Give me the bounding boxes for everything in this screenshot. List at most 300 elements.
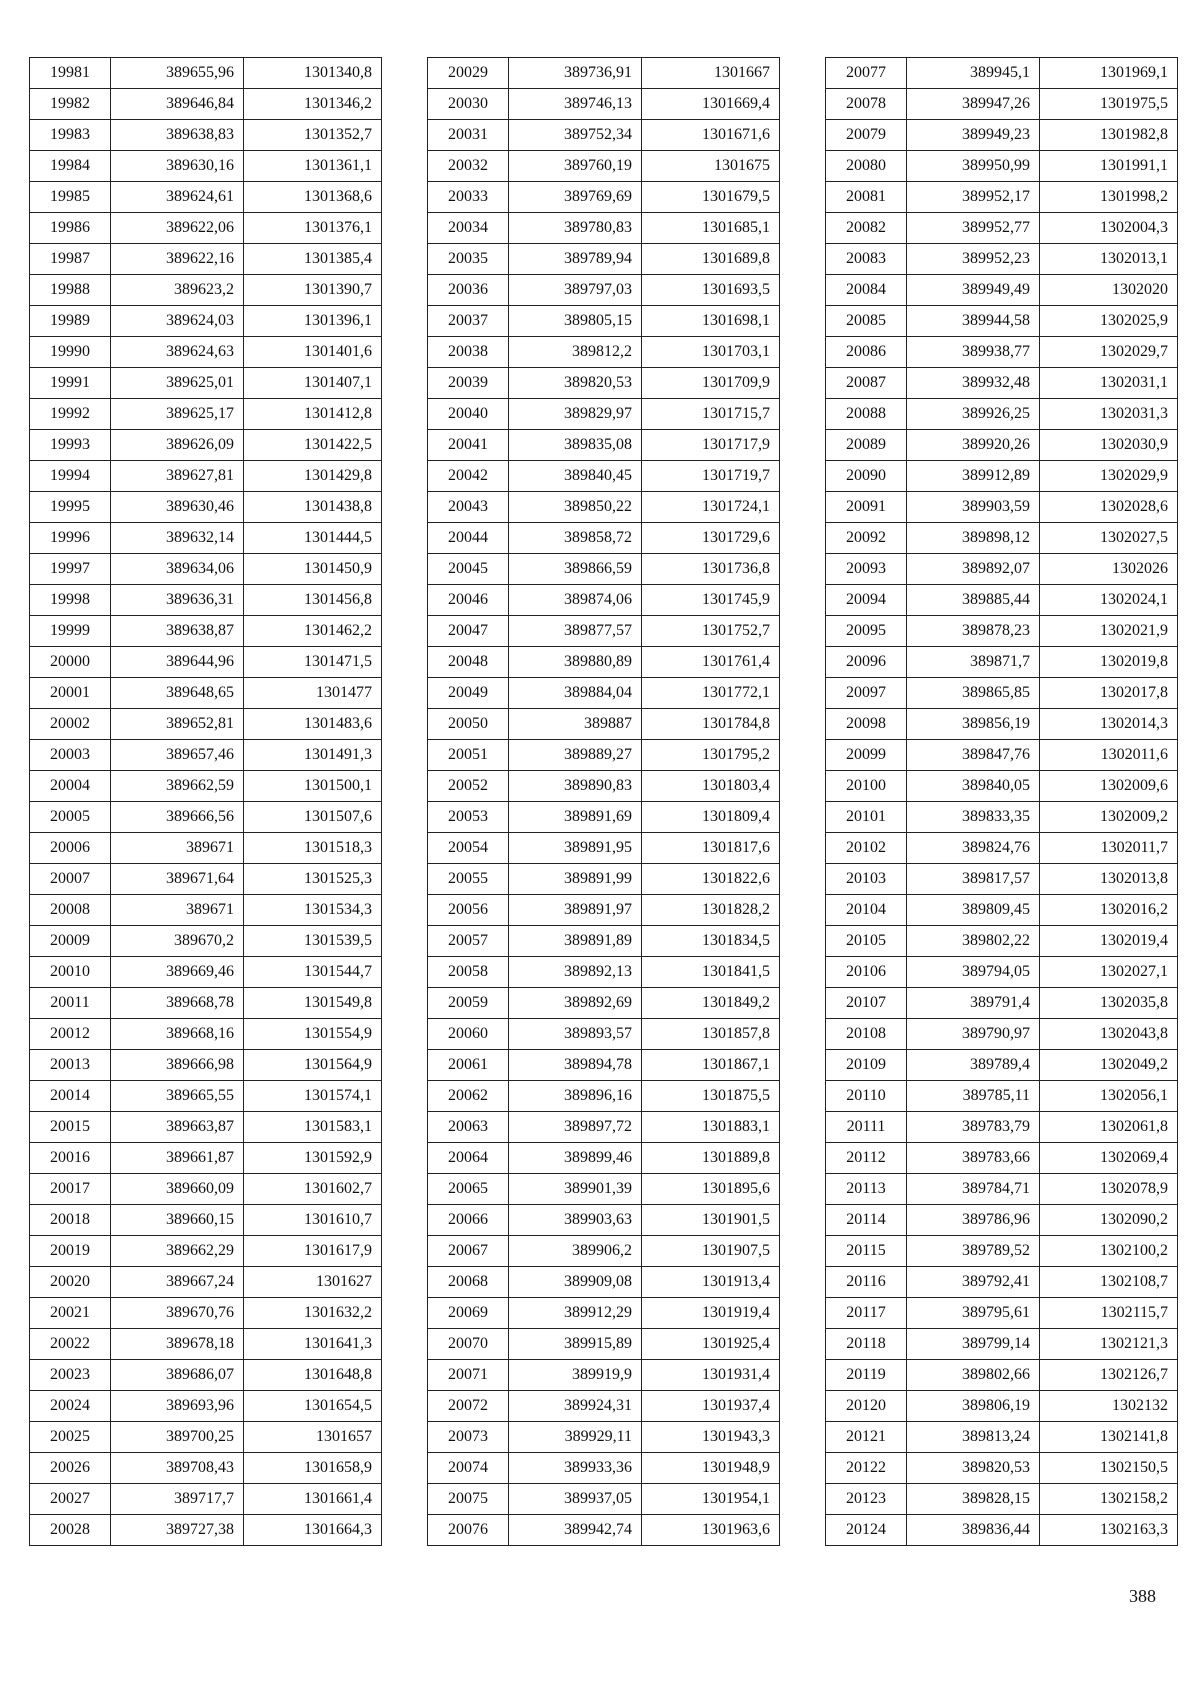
x-coordinate-cell: 389824,76 xyxy=(907,833,1040,864)
x-coordinate-cell: 389891,95 xyxy=(509,833,642,864)
table-row xyxy=(428,368,780,399)
point-number-cell: 20070 xyxy=(428,1329,509,1360)
y-coordinate-cell: 1302029,9 xyxy=(1040,461,1178,492)
point-number-cell: 20025 xyxy=(30,1422,111,1453)
point-number-cell: 20082 xyxy=(826,213,907,244)
table-row xyxy=(826,988,1178,1019)
x-coordinate-cell: 389835,08 xyxy=(509,430,642,461)
x-coordinate-cell: 389915,89 xyxy=(509,1329,642,1360)
point-number-cell: 19995 xyxy=(30,492,111,523)
y-coordinate-cell: 1301895,6 xyxy=(642,1174,780,1205)
table-row xyxy=(30,1174,382,1205)
point-number-cell: 20053 xyxy=(428,802,509,833)
table-row xyxy=(826,1484,1178,1515)
table-row xyxy=(30,554,382,585)
table-row xyxy=(428,802,780,833)
point-number-cell: 20022 xyxy=(30,1329,111,1360)
x-coordinate-cell: 389901,39 xyxy=(509,1174,642,1205)
point-number-cell: 20060 xyxy=(428,1019,509,1050)
table-row xyxy=(30,523,382,554)
table-row xyxy=(30,616,382,647)
y-coordinate-cell: 1301761,4 xyxy=(642,647,780,678)
y-coordinate-cell: 1302043,8 xyxy=(1040,1019,1178,1050)
x-coordinate-cell: 389897,72 xyxy=(509,1112,642,1143)
table-row xyxy=(826,337,1178,368)
point-number-cell: 20003 xyxy=(30,740,111,771)
x-coordinate-cell: 389847,76 xyxy=(907,740,1040,771)
table-row xyxy=(826,399,1178,430)
table-row xyxy=(826,461,1178,492)
table-row xyxy=(30,895,382,926)
y-coordinate-cell: 1301661,4 xyxy=(244,1484,382,1515)
table-row xyxy=(428,523,780,554)
point-number-cell: 19985 xyxy=(30,182,111,213)
y-coordinate-cell: 1301963,6 xyxy=(642,1515,780,1546)
table-row xyxy=(30,1205,382,1236)
table-row xyxy=(428,337,780,368)
x-coordinate-cell: 389627,81 xyxy=(111,461,244,492)
y-coordinate-cell: 1301849,2 xyxy=(642,988,780,1019)
table-row xyxy=(428,306,780,337)
table-row xyxy=(826,616,1178,647)
x-coordinate-cell: 389634,06 xyxy=(111,554,244,585)
y-coordinate-cell: 1302021,9 xyxy=(1040,616,1178,647)
y-coordinate-cell: 1301822,6 xyxy=(642,864,780,895)
x-coordinate-cell: 389638,83 xyxy=(111,120,244,151)
x-coordinate-cell: 389666,98 xyxy=(111,1050,244,1081)
table-row xyxy=(30,213,382,244)
y-coordinate-cell: 1301671,6 xyxy=(642,120,780,151)
x-coordinate-cell: 389937,05 xyxy=(509,1484,642,1515)
x-coordinate-cell: 389671 xyxy=(111,895,244,926)
y-coordinate-cell: 1301549,8 xyxy=(244,988,382,1019)
table-row xyxy=(30,275,382,306)
x-coordinate-cell: 389660,09 xyxy=(111,1174,244,1205)
x-coordinate-cell: 389655,96 xyxy=(111,58,244,89)
point-number-cell: 20041 xyxy=(428,430,509,461)
point-number-cell: 20078 xyxy=(826,89,907,120)
table-row xyxy=(30,399,382,430)
y-coordinate-cell: 1301969,1 xyxy=(1040,58,1178,89)
x-coordinate-cell: 389813,24 xyxy=(907,1422,1040,1453)
x-coordinate-cell: 389952,23 xyxy=(907,244,1040,275)
table-row xyxy=(826,1422,1178,1453)
y-coordinate-cell: 1301745,9 xyxy=(642,585,780,616)
y-coordinate-cell: 1301875,5 xyxy=(642,1081,780,1112)
table-row xyxy=(30,833,382,864)
x-coordinate-cell: 389874,06 xyxy=(509,585,642,616)
x-coordinate-cell: 389630,16 xyxy=(111,151,244,182)
table-row xyxy=(826,58,1178,89)
x-coordinate-cell: 389920,26 xyxy=(907,430,1040,461)
y-coordinate-cell: 1301592,9 xyxy=(244,1143,382,1174)
y-coordinate-cell: 1301689,8 xyxy=(642,244,780,275)
table-row xyxy=(428,709,780,740)
y-coordinate-cell: 1302011,7 xyxy=(1040,833,1178,864)
table-row xyxy=(428,833,780,864)
table-row xyxy=(826,1112,1178,1143)
table-row xyxy=(30,1050,382,1081)
table-row xyxy=(826,244,1178,275)
x-coordinate-cell: 389938,77 xyxy=(907,337,1040,368)
point-number-cell: 20075 xyxy=(428,1484,509,1515)
x-coordinate-cell: 389829,97 xyxy=(509,399,642,430)
point-number-cell: 20031 xyxy=(428,120,509,151)
y-coordinate-cell: 1301401,6 xyxy=(244,337,382,368)
y-coordinate-cell: 1301817,6 xyxy=(642,833,780,864)
y-coordinate-cell: 1301376,1 xyxy=(244,213,382,244)
x-coordinate-cell: 389790,97 xyxy=(907,1019,1040,1050)
point-number-cell: 20079 xyxy=(826,120,907,151)
y-coordinate-cell: 1301943,3 xyxy=(642,1422,780,1453)
table-row xyxy=(826,678,1178,709)
y-coordinate-cell: 1301685,1 xyxy=(642,213,780,244)
table-row xyxy=(826,1081,1178,1112)
point-number-cell: 20051 xyxy=(428,740,509,771)
point-number-cell: 20091 xyxy=(826,492,907,523)
y-coordinate-cell: 1301975,5 xyxy=(1040,89,1178,120)
point-number-cell: 20052 xyxy=(428,771,509,802)
x-coordinate-cell: 389783,79 xyxy=(907,1112,1040,1143)
table-row xyxy=(826,1298,1178,1329)
table-row xyxy=(826,1143,1178,1174)
point-number-cell: 19999 xyxy=(30,616,111,647)
y-coordinate-cell: 1301544,7 xyxy=(244,957,382,988)
point-number-cell: 20019 xyxy=(30,1236,111,1267)
x-coordinate-cell: 389670,2 xyxy=(111,926,244,957)
table-row xyxy=(826,1050,1178,1081)
x-coordinate-cell: 389903,59 xyxy=(907,492,1040,523)
table-row xyxy=(826,523,1178,554)
x-coordinate-cell: 389797,03 xyxy=(509,275,642,306)
x-coordinate-cell: 389809,45 xyxy=(907,895,1040,926)
x-coordinate-cell: 389947,26 xyxy=(907,89,1040,120)
x-coordinate-cell: 389625,01 xyxy=(111,368,244,399)
table-row xyxy=(428,740,780,771)
y-coordinate-cell: 1301693,5 xyxy=(642,275,780,306)
x-coordinate-cell: 389933,36 xyxy=(509,1453,642,1484)
x-coordinate-cell: 389903,63 xyxy=(509,1205,642,1236)
point-number-cell: 20007 xyxy=(30,864,111,895)
table-row xyxy=(428,1422,780,1453)
point-number-cell: 20008 xyxy=(30,895,111,926)
table-row xyxy=(30,1298,382,1329)
table-row xyxy=(30,1453,382,1484)
y-coordinate-cell: 1302158,2 xyxy=(1040,1484,1178,1515)
x-coordinate-cell: 389663,87 xyxy=(111,1112,244,1143)
x-coordinate-cell: 389892,69 xyxy=(509,988,642,1019)
table-row xyxy=(30,1081,382,1112)
point-number-cell: 20016 xyxy=(30,1143,111,1174)
table-row xyxy=(30,1329,382,1360)
y-coordinate-cell: 1301925,4 xyxy=(642,1329,780,1360)
table-row xyxy=(826,213,1178,244)
y-coordinate-cell: 1302014,3 xyxy=(1040,709,1178,740)
table-row xyxy=(428,1143,780,1174)
x-coordinate-cell: 389622,16 xyxy=(111,244,244,275)
point-number-cell: 20106 xyxy=(826,957,907,988)
point-number-cell: 20090 xyxy=(826,461,907,492)
x-coordinate-cell: 389708,43 xyxy=(111,1453,244,1484)
point-number-cell: 20048 xyxy=(428,647,509,678)
point-number-cell: 20064 xyxy=(428,1143,509,1174)
x-coordinate-cell: 389632,14 xyxy=(111,523,244,554)
point-number-cell: 20084 xyxy=(826,275,907,306)
x-coordinate-cell: 389884,04 xyxy=(509,678,642,709)
table-row xyxy=(826,926,1178,957)
table-row xyxy=(428,616,780,647)
point-number-cell: 20080 xyxy=(826,151,907,182)
table-row xyxy=(30,957,382,988)
table-row xyxy=(428,864,780,895)
table-row xyxy=(428,1174,780,1205)
x-coordinate-cell: 389625,17 xyxy=(111,399,244,430)
x-coordinate-cell: 389636,31 xyxy=(111,585,244,616)
y-coordinate-cell: 1301803,4 xyxy=(642,771,780,802)
y-coordinate-cell: 1301841,5 xyxy=(642,957,780,988)
point-number-cell: 20102 xyxy=(826,833,907,864)
table-row xyxy=(30,1484,382,1515)
x-coordinate-cell: 389924,31 xyxy=(509,1391,642,1422)
point-number-cell: 20105 xyxy=(826,926,907,957)
table-row xyxy=(826,1329,1178,1360)
table-row xyxy=(428,275,780,306)
x-coordinate-cell: 389889,27 xyxy=(509,740,642,771)
point-number-cell: 20037 xyxy=(428,306,509,337)
table-row xyxy=(30,647,382,678)
y-coordinate-cell: 1301901,5 xyxy=(642,1205,780,1236)
table-row xyxy=(428,1205,780,1236)
point-number-cell: 20101 xyxy=(826,802,907,833)
x-coordinate-cell: 389717,7 xyxy=(111,1484,244,1515)
table-row xyxy=(428,213,780,244)
x-coordinate-cell: 389624,63 xyxy=(111,337,244,368)
x-coordinate-cell: 389802,22 xyxy=(907,926,1040,957)
table-row xyxy=(826,771,1178,802)
point-number-cell: 19983 xyxy=(30,120,111,151)
y-coordinate-cell: 1301664,3 xyxy=(244,1515,382,1546)
table-row xyxy=(30,182,382,213)
table-row xyxy=(428,1329,780,1360)
x-coordinate-cell: 389769,69 xyxy=(509,182,642,213)
y-coordinate-cell: 1301407,1 xyxy=(244,368,382,399)
y-coordinate-cell: 1301477 xyxy=(244,678,382,709)
point-number-cell: 19998 xyxy=(30,585,111,616)
y-coordinate-cell: 1301602,7 xyxy=(244,1174,382,1205)
table-row xyxy=(826,1267,1178,1298)
point-number-cell: 20030 xyxy=(428,89,509,120)
table-row xyxy=(30,492,382,523)
y-coordinate-cell: 1301429,8 xyxy=(244,461,382,492)
x-coordinate-cell: 389671 xyxy=(111,833,244,864)
table-row xyxy=(30,926,382,957)
point-number-cell: 19989 xyxy=(30,306,111,337)
point-number-cell: 20057 xyxy=(428,926,509,957)
table-row xyxy=(428,1236,780,1267)
table-row xyxy=(30,1267,382,1298)
x-coordinate-cell: 389850,22 xyxy=(509,492,642,523)
point-number-cell: 20087 xyxy=(826,368,907,399)
y-coordinate-cell: 1302028,6 xyxy=(1040,492,1178,523)
x-coordinate-cell: 389866,59 xyxy=(509,554,642,585)
table-row xyxy=(30,1360,382,1391)
y-coordinate-cell: 1301834,5 xyxy=(642,926,780,957)
y-coordinate-cell: 1301641,3 xyxy=(244,1329,382,1360)
point-number-cell: 20118 xyxy=(826,1329,907,1360)
y-coordinate-cell: 1302013,8 xyxy=(1040,864,1178,895)
x-coordinate-cell: 389693,96 xyxy=(111,1391,244,1422)
y-coordinate-cell: 1301368,6 xyxy=(244,182,382,213)
table-row xyxy=(428,554,780,585)
point-number-cell: 20094 xyxy=(826,585,907,616)
table-row xyxy=(428,1081,780,1112)
y-coordinate-cell: 1301736,8 xyxy=(642,554,780,585)
point-number-cell: 19981 xyxy=(30,58,111,89)
point-number-cell: 20113 xyxy=(826,1174,907,1205)
point-number-cell: 20043 xyxy=(428,492,509,523)
y-coordinate-cell: 1301450,9 xyxy=(244,554,382,585)
point-number-cell: 20068 xyxy=(428,1267,509,1298)
point-number-cell: 20096 xyxy=(826,647,907,678)
y-coordinate-cell: 1302090,2 xyxy=(1040,1205,1178,1236)
x-coordinate-cell: 389892,13 xyxy=(509,957,642,988)
point-number-cell: 20122 xyxy=(826,1453,907,1484)
x-coordinate-cell: 389789,52 xyxy=(907,1236,1040,1267)
table-row xyxy=(428,678,780,709)
y-coordinate-cell: 1301667 xyxy=(642,58,780,89)
y-coordinate-cell: 1301361,1 xyxy=(244,151,382,182)
x-coordinate-cell: 389817,57 xyxy=(907,864,1040,895)
table-row xyxy=(428,988,780,1019)
x-coordinate-cell: 389785,11 xyxy=(907,1081,1040,1112)
table-row xyxy=(428,1453,780,1484)
table-row xyxy=(428,926,780,957)
y-coordinate-cell: 1301658,9 xyxy=(244,1453,382,1484)
point-number-cell: 20001 xyxy=(30,678,111,709)
table-row xyxy=(30,120,382,151)
x-coordinate-cell: 389840,45 xyxy=(509,461,642,492)
point-number-cell: 20021 xyxy=(30,1298,111,1329)
x-coordinate-cell: 389890,83 xyxy=(509,771,642,802)
point-number-cell: 20033 xyxy=(428,182,509,213)
x-coordinate-cell: 389752,34 xyxy=(509,120,642,151)
table-row xyxy=(30,1112,382,1143)
table-row xyxy=(428,1391,780,1422)
x-coordinate-cell: 389660,15 xyxy=(111,1205,244,1236)
point-number-cell: 20116 xyxy=(826,1267,907,1298)
table-row xyxy=(30,585,382,616)
point-number-cell: 20050 xyxy=(428,709,509,740)
point-number-cell: 20059 xyxy=(428,988,509,1019)
point-number-cell: 20046 xyxy=(428,585,509,616)
x-coordinate-cell: 389648,65 xyxy=(111,678,244,709)
x-coordinate-cell: 389912,29 xyxy=(509,1298,642,1329)
y-coordinate-cell: 1302108,7 xyxy=(1040,1267,1178,1298)
point-number-cell: 20111 xyxy=(826,1112,907,1143)
y-coordinate-cell: 1302078,9 xyxy=(1040,1174,1178,1205)
table-row xyxy=(428,895,780,926)
point-number-cell: 19993 xyxy=(30,430,111,461)
y-coordinate-cell: 1302027,5 xyxy=(1040,523,1178,554)
y-coordinate-cell: 1301719,7 xyxy=(642,461,780,492)
table-row xyxy=(826,740,1178,771)
point-number-cell: 20058 xyxy=(428,957,509,988)
x-coordinate-cell: 389678,18 xyxy=(111,1329,244,1360)
y-coordinate-cell: 1301507,6 xyxy=(244,802,382,833)
table-row xyxy=(826,1453,1178,1484)
y-coordinate-cell: 1301867,1 xyxy=(642,1050,780,1081)
point-number-cell: 20063 xyxy=(428,1112,509,1143)
point-number-cell: 20054 xyxy=(428,833,509,864)
x-coordinate-cell: 389669,46 xyxy=(111,957,244,988)
point-number-cell: 20038 xyxy=(428,337,509,368)
point-number-cell: 20013 xyxy=(30,1050,111,1081)
point-number-cell: 20028 xyxy=(30,1515,111,1546)
y-coordinate-cell: 1301525,3 xyxy=(244,864,382,895)
x-coordinate-cell: 389624,03 xyxy=(111,306,244,337)
y-coordinate-cell: 1301889,8 xyxy=(642,1143,780,1174)
table-row xyxy=(428,647,780,678)
point-number-cell: 20045 xyxy=(428,554,509,585)
point-number-cell: 20098 xyxy=(826,709,907,740)
y-coordinate-cell: 1301564,9 xyxy=(244,1050,382,1081)
x-coordinate-cell: 389932,48 xyxy=(907,368,1040,399)
y-coordinate-cell: 1302061,8 xyxy=(1040,1112,1178,1143)
table-row xyxy=(428,1019,780,1050)
table-row xyxy=(826,647,1178,678)
y-coordinate-cell: 1301809,4 xyxy=(642,802,780,833)
y-coordinate-cell: 1301396,1 xyxy=(244,306,382,337)
point-number-cell: 20011 xyxy=(30,988,111,1019)
y-coordinate-cell: 1301539,5 xyxy=(244,926,382,957)
table-row xyxy=(30,771,382,802)
y-coordinate-cell: 1301717,9 xyxy=(642,430,780,461)
x-coordinate-cell: 389820,53 xyxy=(509,368,642,399)
x-coordinate-cell: 389949,23 xyxy=(907,120,1040,151)
y-coordinate-cell: 1301483,6 xyxy=(244,709,382,740)
y-coordinate-cell: 1301669,4 xyxy=(642,89,780,120)
table-row xyxy=(30,988,382,1019)
x-coordinate-cell: 389805,15 xyxy=(509,306,642,337)
point-number-cell: 20119 xyxy=(826,1360,907,1391)
point-number-cell: 19992 xyxy=(30,399,111,430)
point-number-cell: 20062 xyxy=(428,1081,509,1112)
x-coordinate-cell: 389727,38 xyxy=(111,1515,244,1546)
point-number-cell: 20074 xyxy=(428,1453,509,1484)
point-number-cell: 20023 xyxy=(30,1360,111,1391)
point-number-cell: 20077 xyxy=(826,58,907,89)
table-row xyxy=(826,151,1178,182)
point-number-cell: 20066 xyxy=(428,1205,509,1236)
x-coordinate-cell: 389760,19 xyxy=(509,151,642,182)
y-coordinate-cell: 1302100,2 xyxy=(1040,1236,1178,1267)
x-coordinate-cell: 389667,24 xyxy=(111,1267,244,1298)
point-number-cell: 20069 xyxy=(428,1298,509,1329)
y-coordinate-cell: 1302163,3 xyxy=(1040,1515,1178,1546)
table-row xyxy=(428,58,780,89)
y-coordinate-cell: 1302025,9 xyxy=(1040,306,1178,337)
table-row xyxy=(428,1484,780,1515)
point-number-cell: 20104 xyxy=(826,895,907,926)
y-coordinate-cell: 1301657 xyxy=(244,1422,382,1453)
point-number-cell: 19997 xyxy=(30,554,111,585)
x-coordinate-cell: 389783,66 xyxy=(907,1143,1040,1174)
y-coordinate-cell: 1301518,3 xyxy=(244,833,382,864)
x-coordinate-cell: 389665,55 xyxy=(111,1081,244,1112)
table-row xyxy=(30,89,382,120)
x-coordinate-cell: 389906,2 xyxy=(509,1236,642,1267)
y-coordinate-cell: 1301574,1 xyxy=(244,1081,382,1112)
